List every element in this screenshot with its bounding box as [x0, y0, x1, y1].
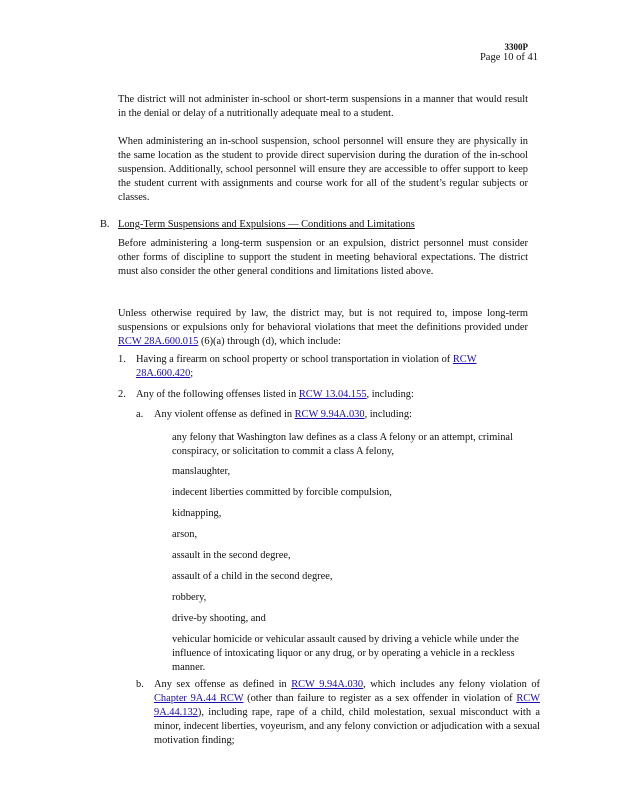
list-item-text: Any of the following offenses listed in RCW 13.04.155, including:: [136, 389, 414, 400]
bullet-text: arson,: [172, 529, 198, 540]
sub-item-letter: b.: [136, 679, 144, 690]
bullet-text: manslaughter,: [172, 466, 231, 477]
bullet-text: drive-by shooting, and: [172, 613, 266, 624]
bullet-text: vehicular homicide or vehicular assault caused by driving a vehicle while under the influence of intoxicating liquor or any drug, or by operating a vehicle in a reckless manner.: [172, 634, 519, 673]
paragraph-unless-otherwise: [118, 307, 528, 349]
chapter-link[interactable]: Chapter 9A.44 RCW: [154, 693, 244, 704]
text-segment: Unless otherwise required by law, the district may, but is not required to, impose long-term suspensions or expulsions only for behavioral violations that meet the definitions provided under: [118, 308, 528, 333]
rcw-link[interactable]: RCW 28A.600.015: [118, 336, 199, 347]
rcw-link[interactable]: RCW 9.94A.030: [294, 409, 365, 420]
bullet-text: any felony that Washington law defines as a class A felony or an attempt, criminal conspiracy, or solicitation to commit a class A felony,: [172, 432, 513, 457]
section-heading-b: [100, 218, 540, 232]
rcw-link[interactable]: RCW 9A.44.132: [154, 693, 540, 718]
list-item-text: Having a firearm on school property or school transportation in violation of RCW 28A.600.420;: [136, 354, 477, 379]
list-number: 1.: [118, 354, 126, 365]
paragraph-meal: The district will not administer in-school or short-term suspensions in a manner that would result in the denial or delay of a nutritionally adequate meal to a student.: [118, 94, 528, 119]
policy-code: 3300P: [504, 42, 528, 52]
sub-item-text: Any sex offense as defined in RCW 9.94A.030, which includes any felony violation of Chapter 9A.44 RCW (other than failure to register as a sex offender in violation of RCW 9A.44.132), including rape, rape of a child, child molestation, sexual misconduct with a minor, indecent liberties, voyeurism, and any felony conviction or adjudication with a sexual motivation finding;: [154, 679, 540, 746]
paragraph-before-administering: Before administering a long-term suspension or an expulsion, district personnel must consider other forms of discipline to support the student in meeting behavioral expectations. The district must also consider the other general conditions and limitations listed above.: [118, 238, 528, 277]
bullet-text: kidnapping,: [172, 508, 222, 519]
text-segment: (6)(a) through (d), which include:: [198, 336, 341, 347]
page-number: Page 10 of 41: [479, 52, 538, 63]
sub-item-letter: a.: [136, 409, 144, 420]
rcw-link[interactable]: RCW 13.04.155: [298, 389, 367, 400]
section-title: Long-Term Suspensions and Expulsions — Conditions and Limitations: [118, 219, 415, 230]
sub-item-text: Any violent offense as defined in RCW 9.94A.030, including:: [154, 409, 412, 420]
section-letter: B.: [100, 219, 110, 230]
bullet-text: assault of a child in the second degree,: [172, 571, 333, 582]
bullet-text: indecent liberties committed by forcible compulsion,: [172, 487, 392, 498]
paragraph-in-school-suspension: When administering an in-school suspension, school personnel will ensure they are physically in the same location as the student to provide direct supervision during the duration of the in-school suspension. Additionally, school personnel will ensure they are accessible to offer support to keep the student current with assignments and course work for all of the student’s regular subjects or classes.: [118, 136, 528, 203]
list-number: 2.: [118, 389, 126, 400]
rcw-link[interactable]: RCW 28A.600.420: [136, 354, 477, 379]
bullet-text: assault in the second degree,: [172, 550, 291, 561]
bullet-text: robbery,: [172, 592, 207, 603]
rcw-link[interactable]: RCW 9.94A.030: [291, 679, 364, 690]
